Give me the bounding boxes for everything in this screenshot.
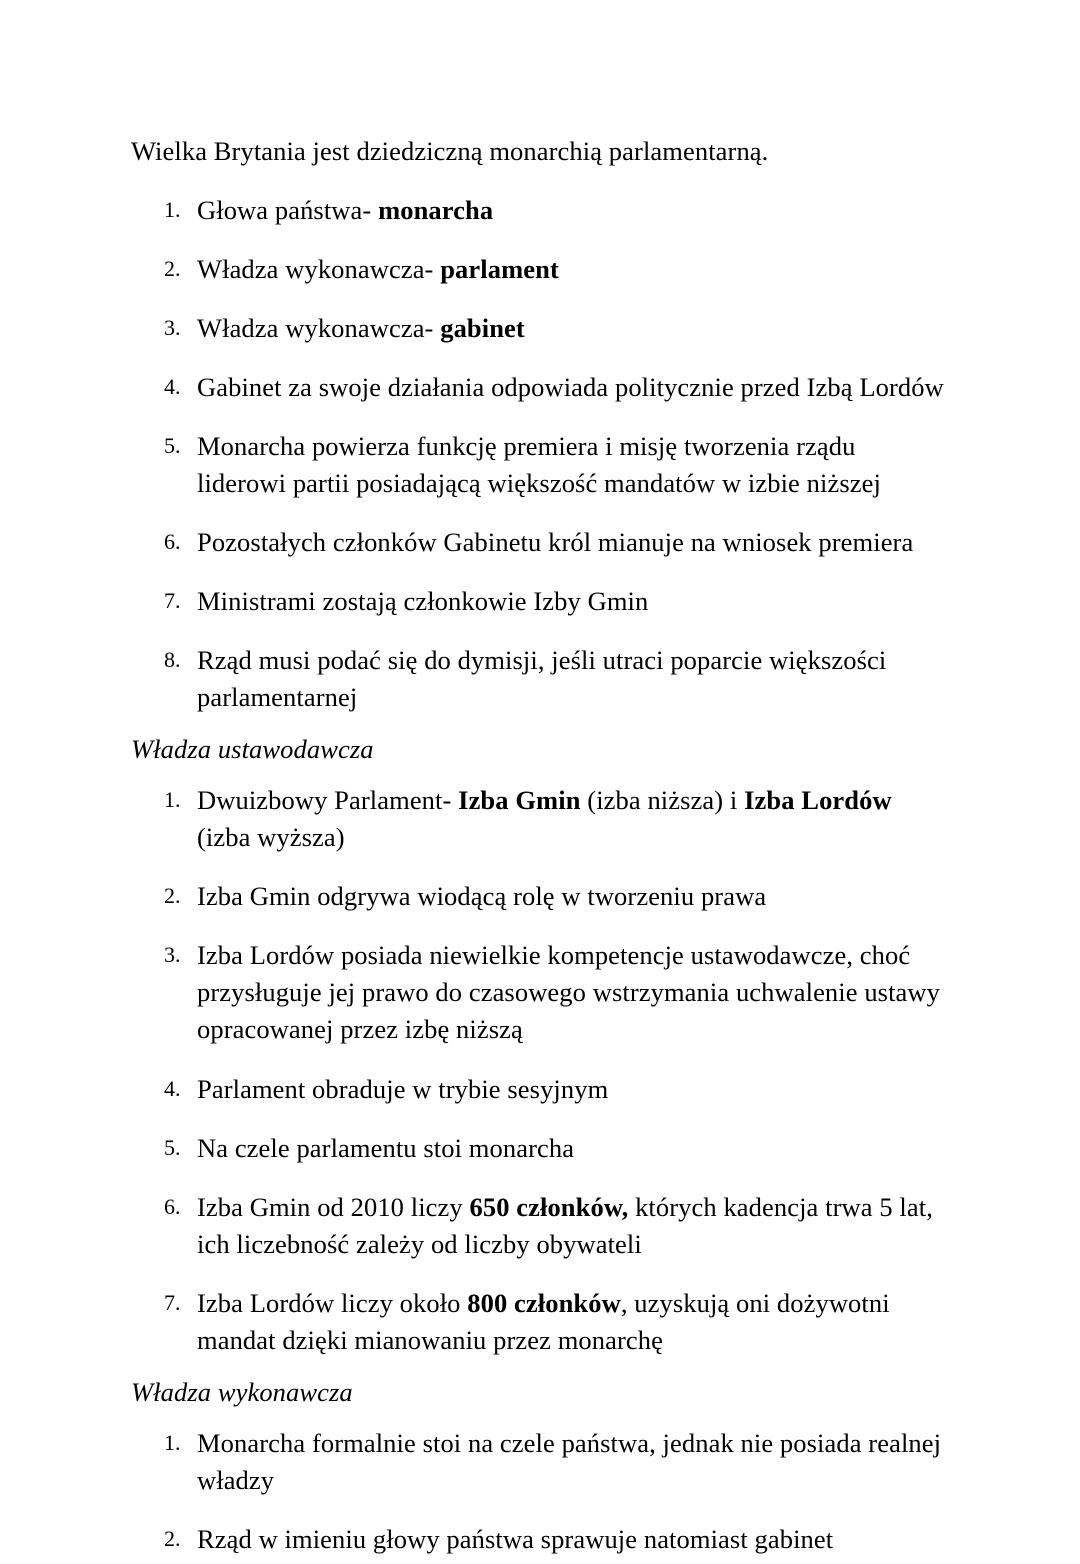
list-item <box>131 937 945 1048</box>
list-item <box>131 251 945 288</box>
list-item-emphasis: Izba Gmin <box>458 784 581 815</box>
section-heading-executive: Władza wykonawcza <box>131 1377 353 1408</box>
list-marker: 6. <box>164 1193 181 1219</box>
list-item-text: Izba Gmin odgrywa wiodącą rolę w tworzeniu prawa <box>197 881 767 912</box>
section-block-1 <box>131 192 945 717</box>
list-item-text-mid: (izba niższa) i <box>580 784 745 815</box>
list-item <box>131 1521 945 1558</box>
list-marker: 8. <box>164 647 181 673</box>
list-marker: 5. <box>164 1134 181 1160</box>
intro-paragraph: Wielka Brytania jest dziedziczną monarchią parlamentarną. <box>131 136 769 166</box>
list-item <box>131 1425 945 1499</box>
list-item-text: Izba Lordów liczy około <box>197 1287 468 1318</box>
list-item <box>131 1285 945 1359</box>
section-block-2 <box>131 782 945 1359</box>
list-marker: 3. <box>164 942 181 968</box>
list-marker: 5. <box>164 432 181 458</box>
list-item <box>131 583 945 620</box>
list-item-text-post: , uzyskują oni dożywotni mandat dzięki mianowaniu przez monarchę <box>197 1287 890 1355</box>
list-item <box>131 1130 945 1167</box>
list-item <box>131 782 945 856</box>
list-item-text: Parlament obraduje w trybie sesyjnym <box>197 1073 609 1104</box>
list-item-emphasis: monarcha <box>378 194 494 225</box>
list-marker: 3. <box>164 314 181 340</box>
list-item-text: Rząd musi podać się do dymisji, jeśli utraci poparcie większości parlamentarnej <box>197 645 887 713</box>
list-item-text: Monarcha formalnie stoi na czele państwa, jednak nie posiada realnej władzy <box>197 1427 942 1495</box>
ordered-list-3 <box>131 1425 945 1558</box>
list-item-text: Na czele parlamentu stoi monarcha <box>197 1132 575 1163</box>
list-marker: 6. <box>164 529 181 555</box>
list-item-text: Rząd w imieniu głowy państwa sprawuje natomiast gabinet <box>197 1523 834 1554</box>
list-item <box>131 642 945 716</box>
ordered-list-2 <box>131 782 945 1359</box>
list-item <box>131 524 945 561</box>
list-item-text: Monarcha powierza funkcję premiera i misję tworzenia rządu liderowi partii posiadającą większość mandatów w izbie niższej <box>197 430 881 498</box>
list-item-text: Głowa państwa- <box>197 194 379 225</box>
list-marker: 4. <box>164 1075 181 1101</box>
list-item <box>131 1071 945 1108</box>
list-item-text: Ministrami zostają członkowie Izby Gmin <box>197 586 649 617</box>
ordered-list-1 <box>131 192 945 717</box>
list-item-text-post: których kadencja trwa 5 lat, ich liczebność zależy od liczby obywateli <box>197 1191 933 1259</box>
list-marker: 1. <box>164 1429 181 1455</box>
list-item <box>131 428 945 502</box>
list-item <box>131 310 945 347</box>
list-item-text: Dwuizbowy Parlament- <box>197 784 459 815</box>
list-item <box>131 878 945 915</box>
list-item-text: Władza wykonawcza- <box>197 312 441 343</box>
list-item-text: Pozostałych członków Gabinetu król mianuje na wniosek premiera <box>197 527 914 558</box>
list-marker: 1. <box>164 196 181 222</box>
list-item-emphasis: 650 członków, <box>469 1191 629 1222</box>
list-item-emphasis: parlament <box>440 253 559 284</box>
list-item-text: Izba Gmin od 2010 liczy <box>197 1191 470 1222</box>
list-item-text: Izba Lordów posiada niewielkie kompetencje ustawodawcze, choć przysługuje jej prawo do czasowego wstrzymania uchwalenie ustawy opracowanej przez izbę niższą <box>197 940 941 1045</box>
section-heading-legislative: Władza ustawodawcza <box>131 734 374 765</box>
list-item <box>131 369 945 406</box>
list-item-emphasis-2: Izba Lordów <box>744 784 892 815</box>
list-item <box>131 192 945 229</box>
document-content <box>131 134 945 1564</box>
list-item-text: Władza wykonawcza- <box>197 253 441 284</box>
list-marker: 2. <box>164 1525 181 1551</box>
list-marker: 4. <box>164 373 181 399</box>
list-item-emphasis: gabinet <box>440 312 525 343</box>
list-item-text-post: (izba wyższa) <box>197 822 345 853</box>
list-item <box>131 1189 945 1263</box>
list-marker: 1. <box>164 786 181 812</box>
list-marker: 7. <box>164 1289 181 1315</box>
list-marker: 7. <box>164 588 181 614</box>
list-marker: 2. <box>164 883 181 909</box>
list-marker: 2. <box>164 255 181 281</box>
list-item-emphasis: 800 członków <box>467 1287 621 1318</box>
section-block-3 <box>131 1425 945 1558</box>
list-item-text: Gabinet za swoje działania odpowiada politycznie przed Izbą Lordów <box>197 371 944 402</box>
